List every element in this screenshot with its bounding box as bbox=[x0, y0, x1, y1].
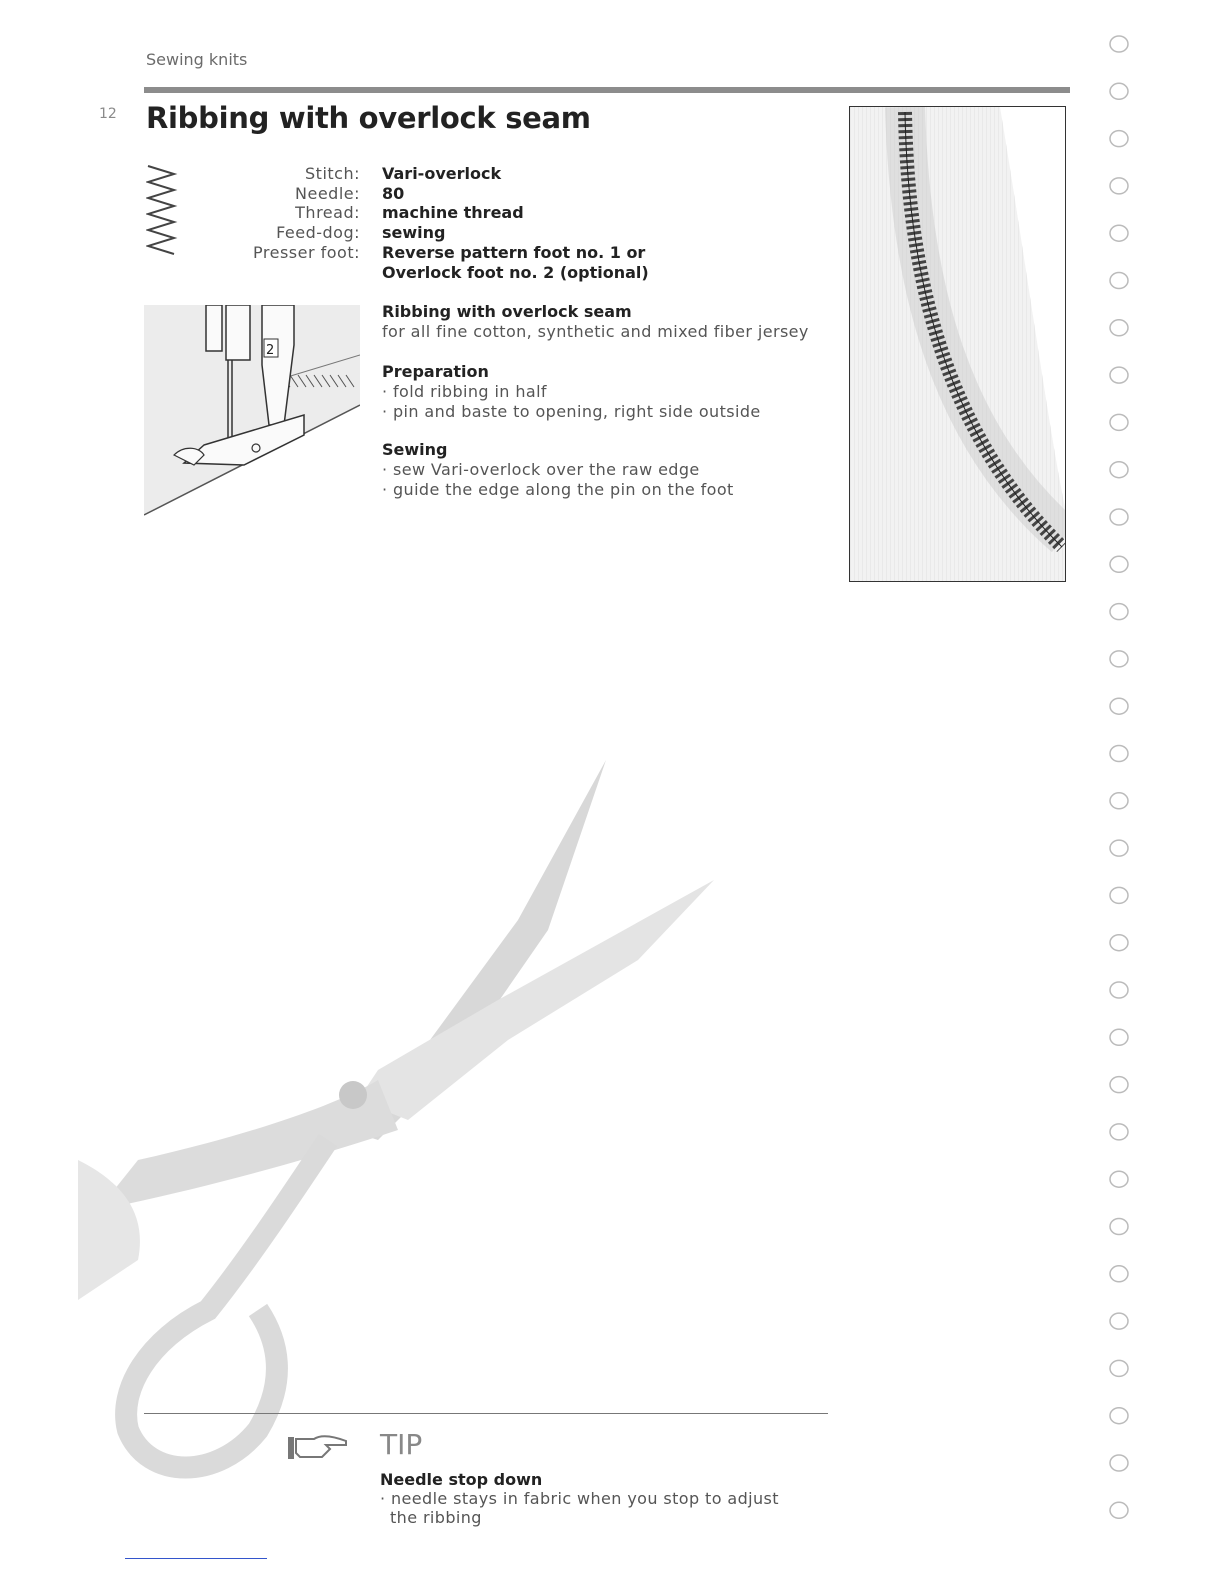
tip-heading: Needle stop down bbox=[380, 1470, 543, 1489]
binding-hole bbox=[1110, 83, 1128, 99]
tip-label: TIP bbox=[380, 1428, 423, 1461]
pointing-hand-icon bbox=[286, 1431, 352, 1461]
binding-hole bbox=[1110, 273, 1128, 289]
bottom-link-line bbox=[125, 1558, 267, 1559]
sewing-heading: Sewing bbox=[382, 440, 448, 459]
binding-hole bbox=[1110, 1171, 1128, 1187]
binding-hole bbox=[1110, 178, 1128, 194]
binding-hole bbox=[1110, 509, 1128, 525]
setting-row bbox=[200, 203, 649, 223]
setting-label: Needle: bbox=[295, 183, 360, 203]
setting-value: sewing bbox=[382, 223, 446, 243]
binding-hole bbox=[1110, 462, 1128, 478]
setting-label bbox=[200, 263, 382, 283]
binding-hole bbox=[1110, 698, 1128, 714]
binding-hole bbox=[1110, 131, 1128, 147]
setting-row bbox=[200, 243, 649, 263]
binding-hole bbox=[1110, 1029, 1128, 1045]
intro-block bbox=[382, 302, 809, 342]
binding-hole bbox=[1110, 840, 1128, 856]
binding-hole bbox=[1110, 982, 1128, 998]
tip-rule bbox=[144, 1413, 828, 1414]
setting-row bbox=[200, 164, 649, 184]
preparation-block bbox=[382, 362, 761, 422]
binding-hole bbox=[1110, 1455, 1128, 1471]
binding-hole bbox=[1110, 1266, 1128, 1282]
intro-text: for all fine cotton, synthetic and mixed fiber jersey bbox=[382, 322, 809, 341]
setting-value: Reverse pattern foot no. 1 or bbox=[382, 242, 646, 262]
machine-settings bbox=[200, 164, 649, 282]
binding-hole bbox=[1110, 651, 1128, 667]
binding-hole bbox=[1110, 367, 1128, 383]
preparation-item: · fold ribbing in half bbox=[382, 382, 761, 402]
spiral-binding bbox=[1104, 30, 1134, 1550]
preparation-heading: Preparation bbox=[382, 362, 489, 381]
binding-hole bbox=[1110, 793, 1128, 809]
setting-value: Overlock foot no. 2 (optional) bbox=[382, 262, 649, 282]
binding-hole bbox=[1110, 36, 1128, 52]
setting-label: Feed-dog: bbox=[276, 223, 360, 243]
setting-value: 80 bbox=[382, 183, 405, 203]
binding-hole bbox=[1110, 1408, 1128, 1424]
binding-hole bbox=[1110, 935, 1128, 951]
setting-label: Presser foot: bbox=[253, 242, 360, 262]
scissors-image bbox=[78, 740, 798, 1584]
binding-hole bbox=[1110, 320, 1128, 336]
sewing-block bbox=[382, 440, 734, 500]
overlock-seam-photo bbox=[849, 106, 1066, 582]
setting-row bbox=[200, 223, 649, 243]
binding-hole bbox=[1110, 1124, 1128, 1140]
setting-row bbox=[200, 184, 649, 204]
binding-hole bbox=[1110, 1360, 1128, 1376]
binding-hole bbox=[1110, 414, 1128, 430]
binding-hole bbox=[1110, 1502, 1128, 1518]
page-number: 12 bbox=[99, 106, 117, 122]
foot-number: 2 bbox=[266, 343, 275, 358]
binding-hole bbox=[1110, 1219, 1128, 1235]
binding-hole bbox=[1110, 1313, 1128, 1329]
sewing-item: · sew Vari-overlock over the raw edge bbox=[382, 460, 734, 480]
setting-label: Thread: bbox=[295, 203, 360, 223]
binding-hole bbox=[1110, 887, 1128, 903]
setting-value: machine thread bbox=[382, 203, 524, 223]
setting-row bbox=[200, 263, 649, 283]
setting-label: Stitch: bbox=[305, 164, 360, 183]
binding-hole bbox=[1110, 225, 1128, 241]
preparation-item: · pin and baste to opening, right side outside bbox=[382, 402, 761, 422]
binding-hole bbox=[1110, 746, 1128, 762]
binding-hole bbox=[1110, 1077, 1128, 1093]
setting-value: Vari-overlock bbox=[382, 164, 502, 183]
page-title: Ribbing with overlock seam bbox=[146, 101, 591, 135]
sewing-item: · guide the edge along the pin on the foot bbox=[382, 480, 734, 500]
presser-foot-illustration bbox=[144, 305, 360, 523]
section-title: Sewing knits bbox=[146, 50, 248, 69]
tip-body bbox=[380, 1470, 810, 1527]
overlock-stitch-icon bbox=[146, 164, 178, 256]
intro-heading: Ribbing with overlock seam bbox=[382, 302, 632, 321]
header-rule bbox=[144, 87, 1070, 93]
tip-item: · needle stays in fabric when you stop to adjust the ribbing bbox=[380, 1489, 810, 1527]
binding-hole bbox=[1110, 604, 1128, 620]
binding-hole bbox=[1110, 556, 1128, 572]
